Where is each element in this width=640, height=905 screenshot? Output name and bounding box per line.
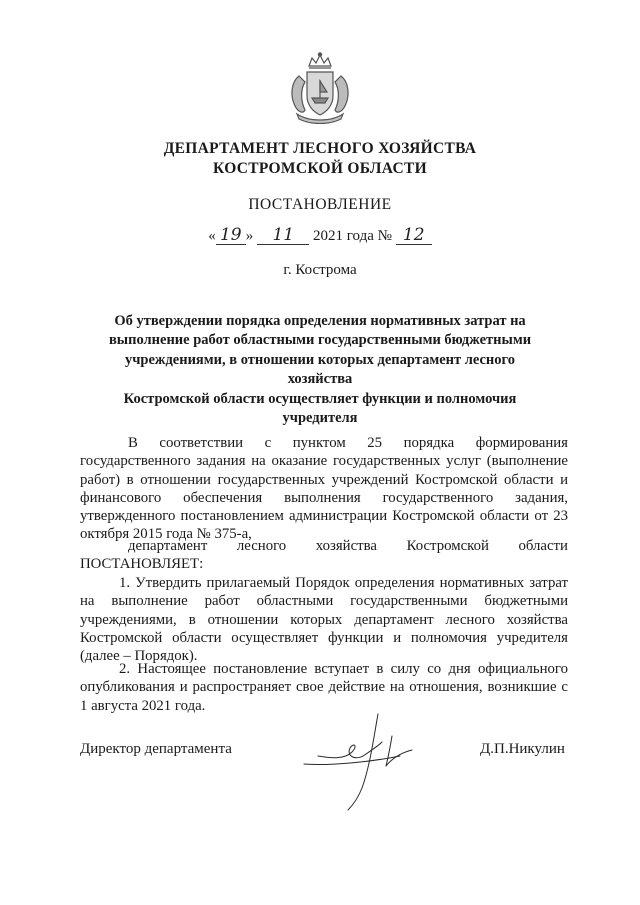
date-day: 19 (219, 225, 242, 245)
date-line (0, 225, 640, 245)
decree-keyword: ПОСТАНОВЛЯЕТ: (80, 556, 204, 573)
word: соответствии (159, 435, 244, 451)
title-line: учредителя (282, 410, 358, 427)
date-open-quote: « (208, 228, 216, 244)
handwritten-signature (300, 706, 430, 818)
preamble-paragraph (80, 434, 568, 544)
document-number: 12 (402, 225, 425, 245)
document-type: ПОСТАНОВЛЕНИЕ (248, 196, 392, 213)
item-2-text: 2. Настоящее постановление вступает в силу со дня официального опубликования и распространяет свое действие на отношения, возникшие с 1 августа 2021 года. (80, 661, 568, 714)
word: области (518, 538, 568, 554)
word: с (264, 435, 272, 451)
signer-name: Д.П.Никулин (480, 741, 565, 757)
word: пунктом (292, 435, 346, 451)
item-1-text: 1. Утвердить прилагаемый Порядок определения нормативных затрат на выполнение работ областными государственными бюджетными учреждениями, в отношении которых департамент лесного хозяйства Костромской области осуществляет функции и полномочия учредителя (далее – Порядок). (80, 575, 568, 665)
title-line: Костромской области осуществляет функции и полномочия (123, 390, 517, 407)
date-close-quote: » (245, 228, 254, 244)
document-title (95, 312, 545, 428)
signer-title: Директор департамента (80, 741, 232, 757)
word: 25 (367, 435, 383, 451)
word: Костромской (406, 538, 489, 554)
date-year: 2021 года № (313, 228, 392, 244)
word: департамент (128, 538, 208, 554)
decree-first-line (80, 537, 568, 555)
word: хозяйства (315, 538, 377, 554)
department-name-line1: ДЕПАРТАМЕНТ ЛЕСНОГО ХОЗЯЙСТВА (163, 140, 477, 157)
city: г. Кострома (283, 262, 357, 278)
department-name-line2: КОСТРОМСКОЙ ОБЛАСТИ (213, 160, 427, 177)
title-line: учреждениями, в отношении которых департамент лесного хозяйства (125, 351, 515, 388)
coat-of-arms-icon (285, 52, 355, 124)
preamble-first-line (80, 434, 568, 452)
word: лесного (236, 538, 287, 554)
item-1 (80, 574, 568, 665)
title-line: выполнение работ областными государственными бюджетными (108, 332, 532, 349)
word: формирования (475, 435, 568, 451)
title-line: Об утверждении порядка определения нормативных затрат на (114, 313, 526, 329)
word: В (128, 435, 138, 451)
preamble-text: государственного задания на оказание государственных услуг (выполнение работ) в отношении государственных учреждений Костромской области и финансового обеспечения выполнения государственного задания, утвержденного постановлением администрации Костромской области от 23 октября 2015 года № 375-а, (80, 453, 568, 543)
word: порядка (403, 435, 455, 451)
decree-paragraph (80, 537, 568, 574)
date-month: 11 (272, 225, 295, 245)
